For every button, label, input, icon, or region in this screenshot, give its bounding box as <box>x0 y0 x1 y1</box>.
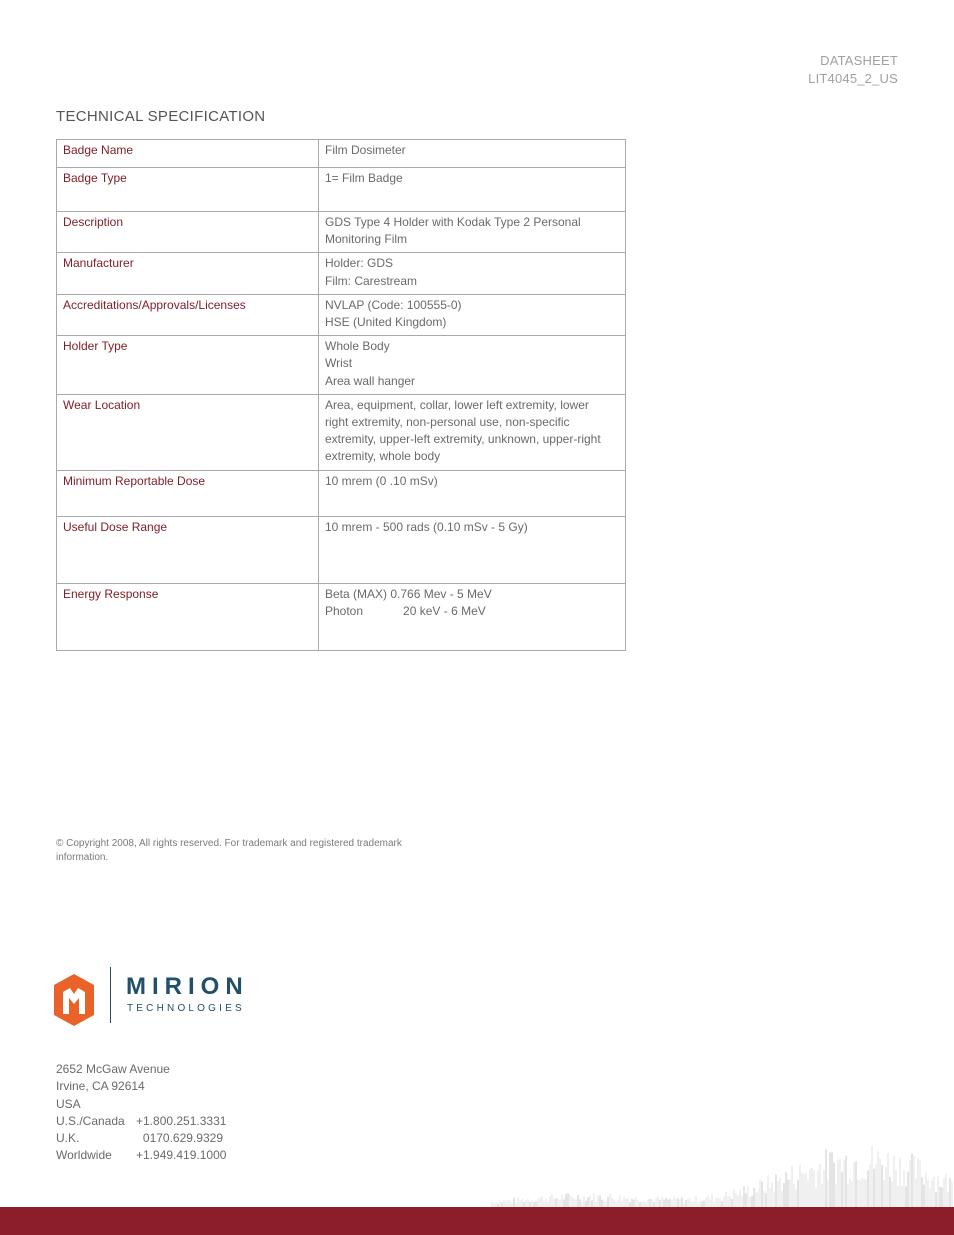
logo-tagline: TECHNOLOGIES <box>127 1003 245 1014</box>
spec-value-line: 10 mrem - 500 rads (0.10 mSv - 5 Gy) <box>325 519 528 534</box>
spec-value <box>319 168 626 212</box>
logo-wordmark: MIRION <box>126 973 249 1000</box>
address-street: 2652 McGaw Avenue <box>56 1062 170 1076</box>
spec-value-line: 10 mrem (0 .10 mSv) <box>325 473 438 488</box>
phone-row <box>56 1147 227 1164</box>
spec-label: Description <box>57 212 319 253</box>
decorative-waveform <box>490 1100 954 1207</box>
spec-label: Energy Response <box>57 583 319 650</box>
doc-code: LIT4045_2_US <box>808 71 898 86</box>
section-title: TECHNICAL SPECIFICATION <box>56 108 266 125</box>
spec-value <box>319 470 626 516</box>
spec-row <box>57 583 626 650</box>
spec-value <box>319 336 626 395</box>
spec-label: Badge Type <box>57 168 319 212</box>
spec-row <box>57 516 626 583</box>
spec-value-line: right extremity, non-personal use, non-specific <box>325 415 570 430</box>
document-header <box>808 52 898 88</box>
spec-row <box>57 294 626 335</box>
phone-region: Worldwide <box>56 1148 112 1163</box>
spec-label: Manufacturer <box>57 253 319 294</box>
spec-row <box>57 168 626 212</box>
spec-value <box>319 516 626 583</box>
mirion-logo-icon <box>54 974 98 1026</box>
spec-value-line: extremity, upper-left extremity, unknown, upper-right <box>325 432 601 447</box>
company-address <box>56 1061 227 1165</box>
spec-value-line: Beta (MAX) 0.766 Mev - 5 MeV <box>325 586 492 601</box>
spec-value <box>319 394 626 470</box>
spec-value <box>319 583 626 650</box>
spec-table <box>56 139 626 651</box>
phone-row <box>56 1130 223 1147</box>
spec-row <box>57 212 626 253</box>
spec-value-line: HSE (United Kingdom) <box>325 315 447 330</box>
address-country: USA <box>56 1096 81 1111</box>
spec-value <box>319 212 626 253</box>
spec-row <box>57 336 626 395</box>
address-city: Irvine, CA 92614 <box>56 1079 145 1094</box>
spec-value-line: GDS Type 4 Holder with Kodak Type 2 Personal <box>325 215 581 229</box>
phone-number: +1.800.251.3331 <box>136 1113 227 1128</box>
copyright-notice: © Copyright 2008, All rights reserved. For trademark and registered trademark information. <box>56 838 402 863</box>
spec-value-line: extremity, whole body <box>325 449 441 464</box>
spec-row <box>57 394 626 470</box>
spec-label: Wear Location <box>57 394 319 470</box>
spec-value-line: Film: Carestream <box>325 273 418 288</box>
spec-label: Badge Name <box>57 140 319 168</box>
spec-value <box>319 294 626 335</box>
spec-value-line: Holder: GDS <box>325 256 394 271</box>
phone-number: 0170.629.9329 <box>142 1131 223 1146</box>
spec-label: Useful Dose Range <box>57 516 319 583</box>
spec-value <box>319 253 626 294</box>
doc-type: DATASHEET <box>820 53 898 68</box>
spec-value-line: Area wall hanger <box>325 373 416 388</box>
logo-divider <box>110 967 111 1023</box>
spec-value-line: Whole Body <box>325 339 390 354</box>
spec-value-line: Wrist <box>325 356 353 371</box>
spec-row <box>57 140 626 168</box>
spec-value-line: Monitoring Film <box>325 232 408 247</box>
spec-row <box>57 470 626 516</box>
spec-value-line: Photon 20 keV - 6 MeV <box>325 603 486 618</box>
phone-region: U.S./Canada <box>56 1113 125 1128</box>
phone-region: U.K. <box>56 1131 80 1146</box>
spec-label: Holder Type <box>57 336 319 395</box>
footer-bar <box>0 1207 954 1235</box>
spec-row <box>57 253 626 294</box>
spec-value-line: Area, equipment, collar, lower left extremity, lower <box>325 397 589 412</box>
spec-label: Minimum Reportable Dose <box>57 470 319 516</box>
phone-row <box>56 1113 227 1130</box>
spec-label: Accreditations/Approvals/Licenses <box>57 294 319 335</box>
phone-number: +1.949.419.1000 <box>136 1148 227 1163</box>
spec-value <box>319 140 626 168</box>
spec-value-line: Film Dosimeter <box>325 143 406 157</box>
spec-value-line: 1= Film Badge <box>325 171 403 185</box>
phone-list <box>56 1113 227 1165</box>
spec-value-line: NVLAP (Code: 100555-0) <box>325 297 462 312</box>
